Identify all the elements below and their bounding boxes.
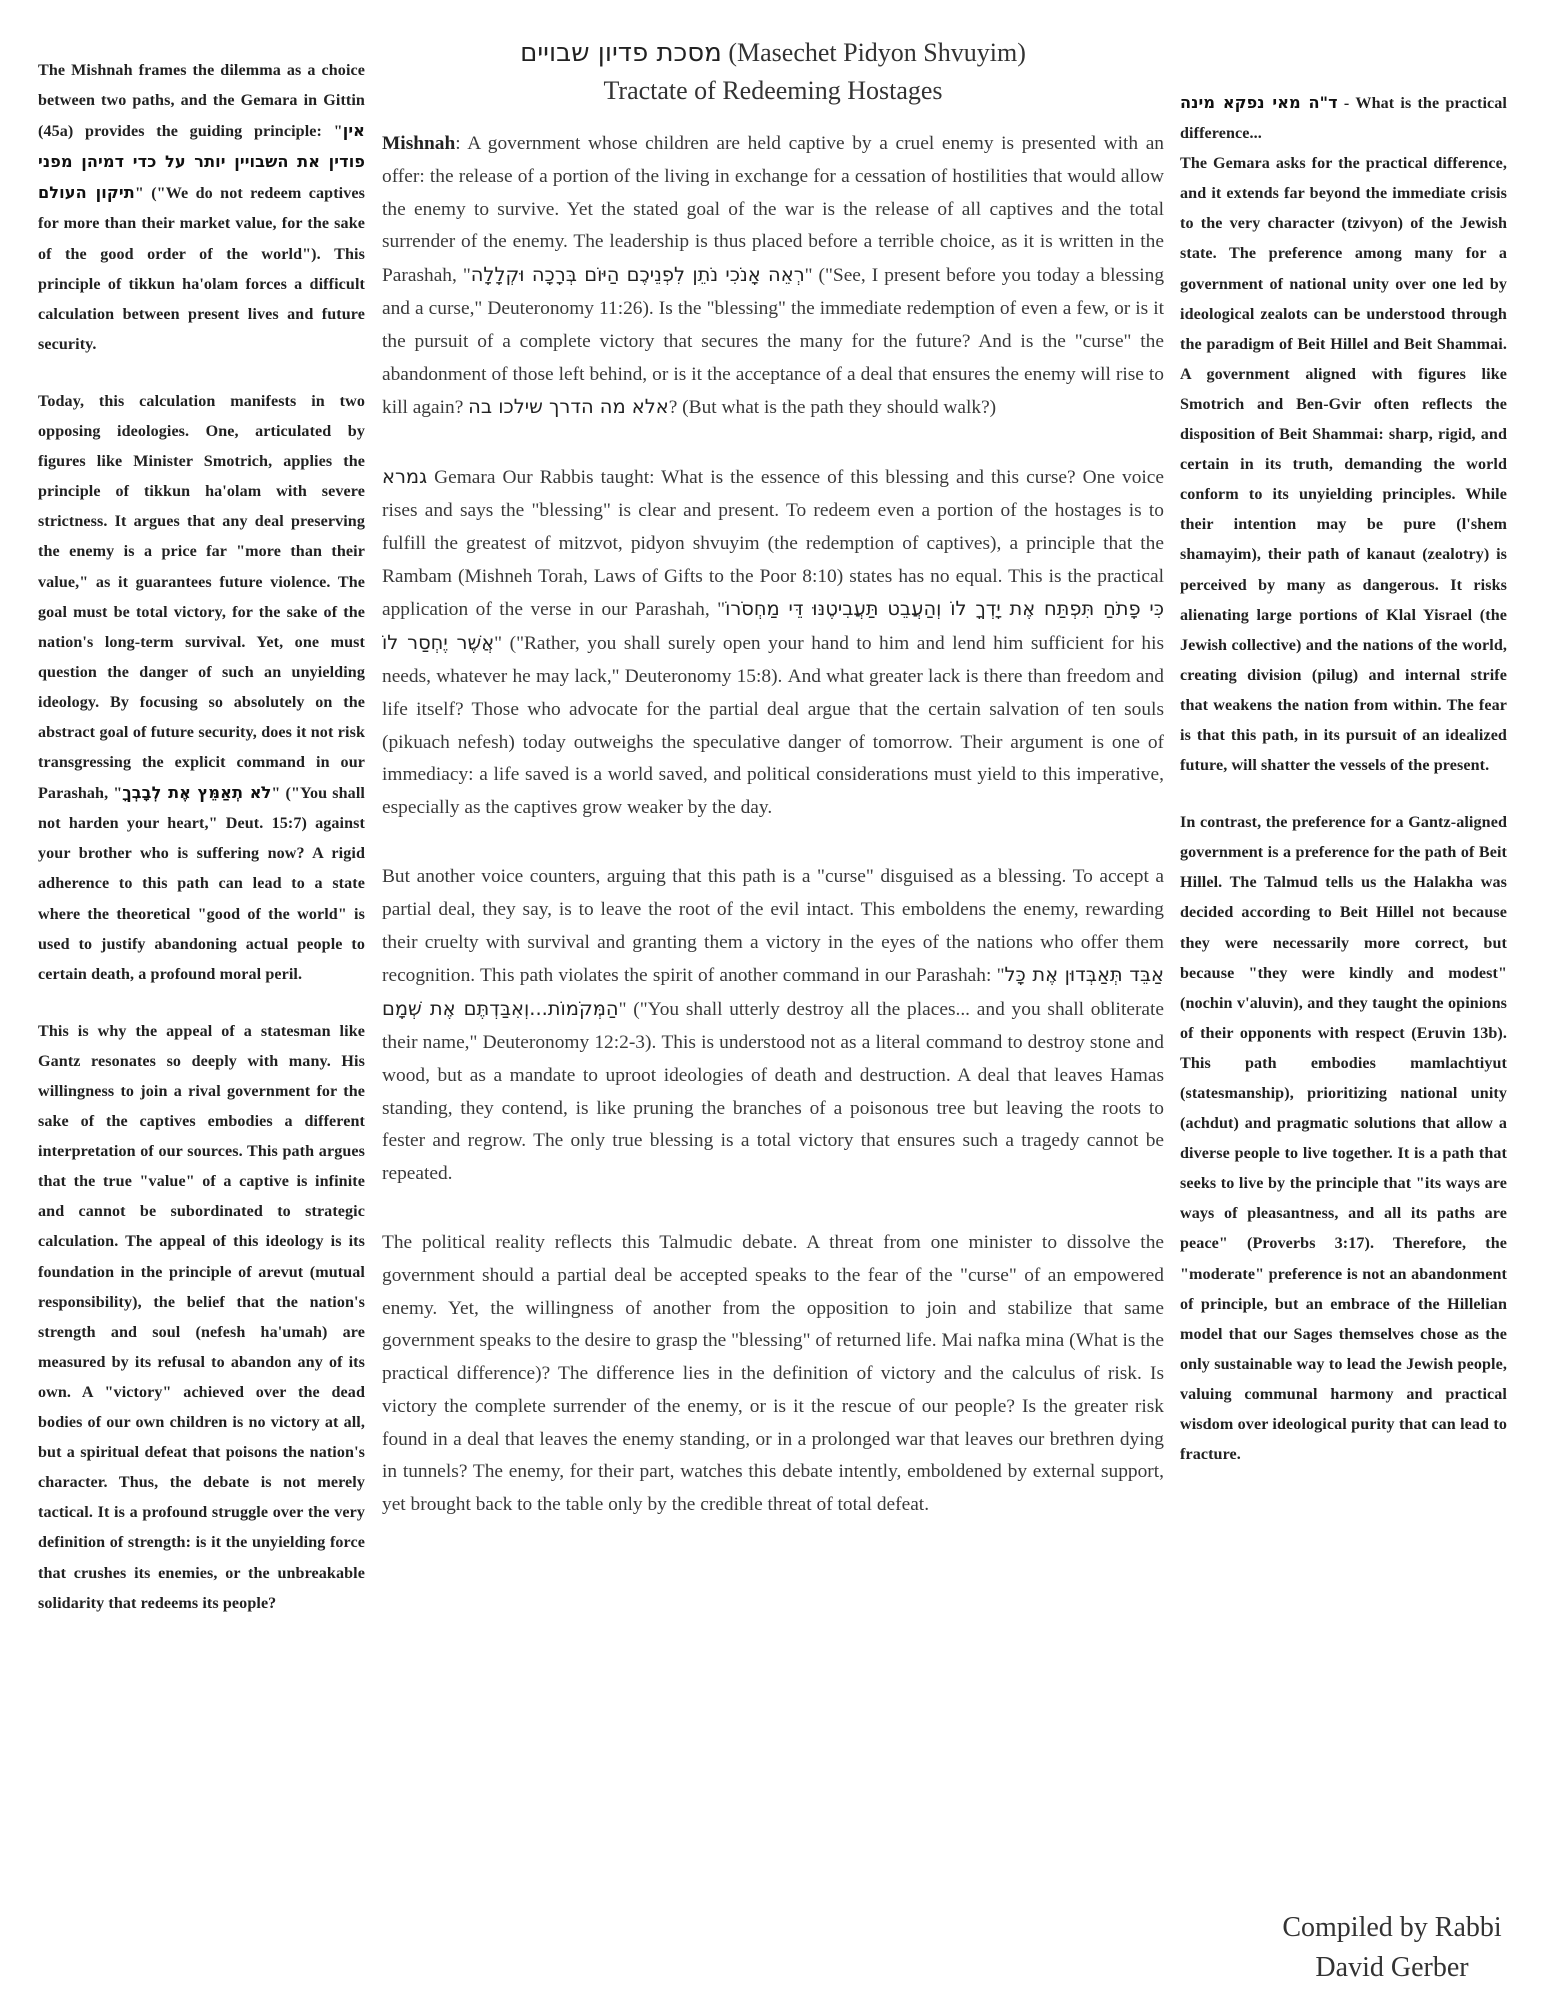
- gemara-label-hebrew: גמרא: [382, 465, 428, 489]
- political-reality-paragraph: The political reality reflects this Talmudic debate. A threat from one minister to dissolve the government should a partial deal be accepted speaks to the fear of the "curse" of an empowered enemy. Yet, the willingness of another from the opposition to join and stabilize that same government speaks to the desire to grasp the "blessing" of returned life. Mai nafka mina (What is the practical difference)? The difference lies in the definition of victory and the calculus of risk. Is victory the complete surrender of the enemy, or is it the rescue of our people? Is the greater risk found in a deal that leaves the enemy standing, or in a prolonged war that leaves our brethren dying in tunnels? The enemy, for their part, watches this debate intently, emboldened by external support, yet brought back to the table only by the credible threat of total defeat.: [382, 1231, 1164, 1516]
- hebrew-quote: רְאֵה אָנֹכִי נֹתֵן לִפְנֵיכֶם הַיּוֹם בְּרָכָה וּקְלָלָה: [470, 263, 805, 287]
- right-paragraph-1: The Gemara asks for the practical difference, and it extends far beyond the immediate crisis to the very character (tzivyon) of the Jewish state. The preference among many for a government of national unity over one led by ideological zealots can be understood through the paradigm of Beit Hillel and Beit Shammai. A government aligned with figures like Smotrich and Ben-Gvir often reflects the disposition of Beit Shammai: sharp, rigid, and certain in its truth, demanding the world conform to its unyielding principles. While their intention may be pure (l'shem shamayim), their path of kanaut (zealotry) is perceived by many as dangerous. It risks alienating large portions of Klal Yisrael (the Jewish collective) and the nations of the world, creating division (pilug) and internal strife that weakens the nation from within. The fear is that this path, in its pursuit of an idealized future, will shatter the vessels of the present.: [1180, 155, 1507, 775]
- page-subtitle: Tractate of Redeeming Hostages: [603, 76, 943, 105]
- hebrew-quote: אַבֵּד תְּאַבְּדוּן אֶת כָּל הַמְּקֹמוֹת...וְאִבַּדְתֶּם אֶת שְׁמָם: [382, 963, 1164, 1021]
- credit-line-1: Compiled by Rabbi: [1282, 1912, 1502, 1943]
- heading-hebrew: ד"ה מאי נפקא מינה: [1180, 93, 1338, 112]
- left-paragraph-3: This is why the appeal of a statesman like Gantz resonates so deeply with many. His willingness to join a rival government for the sake of the captives embodies a different interpretation of our sources. This path argues that the true "value" of a captive is infinite and cannot be subordinated to strategic calculation. The appeal of this ideology is its foundation in the principle of arevut (mutual responsibility), the belief that the nation's strength and soul (nefesh ha'umah) are measured by its refusal to abandon any of its own. A "victory" achieved over the dead bodies of our own children is no victory at all, but a spiritual defeat that poisons the nation's character. Thus, the debate is not merely tactical. It is a profound struggle over the very definition of strength: is it the unyielding force that crushes its enemies, or the unbreakable solidarity that redeems its people?: [38, 1022, 365, 1612]
- hebrew-quote: כִּי פָתֹחַ תִּפְתַּח אֶת יָדְךָ לוֹ וְהַעֲבֵט תַּעֲבִיטֶנּוּ דֵּי מַחְסֹרוֹ אֲשֶׁר יֶחְסַר לוֹ: [382, 597, 1164, 655]
- credit-line-2: David Gerber: [1315, 1952, 1469, 1983]
- compiled-by-credit: [1262, 1908, 1522, 1988]
- mishnah-paragraph: Mishnah: A government whose children are held captive by a cruel enemy is presented with an offer: the release of a portion of the living in exchange for a cessation of hostilities that would allow the enemy to survive. Yet the stated goal of the war is the release of all captives and the total surrender of the enemy. The leadership is thus placed before a terrible choice, as it is written in the Parashah, "רְאֵה אָנֹכִי נֹתֵן לִפְנֵיכֶם הַיּוֹם בְּרָכָה וּקְלָלָה" ("See, I present before you today a blessing and a curse," Deuteronomy 11:26). Is the "blessing" the immediate redemption of even a few, or is it the pursuit of a complete victory that secures the many for the future? And is the "curse" the abandonment of those left behind, or is it the acceptance of a deal that ensures the enemy will rise to kill again? אלא מה הדרך שילכו בה? (But what is the path they should walk?): [382, 133, 1165, 419]
- gemara-paragraph: גמרא Gemara Our Rabbis taught: What is the essence of this blessing and this curse? One voice rises and says the "blessing" is clear and present. To redeem even a portion of the hostages is to fulfill the greatest of mitzvot, pidyon shvuyim (the redemption of captives), a principle that the Rambam (Mishneh Torah, Laws of Gifts to the Poor 8:10) states has no equal. This is the practical application of the verse in our Parashah, "כִּי פָתֹחַ תִּפְתַּח אֶת יָדְךָ לוֹ וְהַעֲבֵט תַּעֲבִיטֶנּוּ דֵּי מַחְסֹרוֹ אֲשֶׁר יֶחְסַר לוֹ" ("Rather, you shall surely open your hand to him and lend him sufficient for his needs, whatever he may lack," Deuteronomy 15:8). And what greater lack is there than freedom and life itself? Those who advocate for the partial deal argue that the certain salvation of ten souls (pikuach nefesh) today outweighs the speculative danger of tomorrow. Their argument is one of immediacy: a life saved is a world saved, and political considerations must yield to this imperative, especially as the captives grow weaker by the day.: [382, 465, 1164, 819]
- center-column: [382, 34, 1164, 1558]
- mishnah-label: Mishnah: [382, 133, 456, 154]
- right-column: [1180, 88, 1507, 1497]
- left-paragraph-2: Today, this calculation manifests in two opposing ideologies. One, articulated by figures like Minister Smotrich, applies the principle of tikkun ha'olam with severe strictness. It argues that any deal preserving the enemy is a price far "more than their value," as it guarantees future violence. The goal must be total victory, for the sake of the nation's long-term survival. Yet, one must question the danger of such an unyielding ideology. By focusing so absolutely on the abstract goal of future security, does it not risk transgressing the explicit command in our Parashah, "לֹא תְאַמֵּץ אֶת לְבָבְךָ" ("You shall not harden your heart," Deut. 15:7) against your brother who is suffering now? A rigid adherence to this path can lead to a state where the theoretical "good of the world" is used to justify abandoning actual people to certain death, a profound moral peril.: [38, 392, 365, 983]
- page-title: [382, 34, 1164, 72]
- hebrew-quote: לֹא תְאַמֵּץ אֶת לְבָבְךָ: [122, 783, 272, 803]
- hebrew-quote: אין פודין את השבויין יותר על כדי דמיהן מפני תיקון העולם: [38, 121, 365, 203]
- title-hebrew: מסכת פדיון שבויים: [520, 38, 722, 68]
- left-paragraph-1: The Mishnah frames the dilemma as a choice between two paths, and the Gemara in Gittin (45a) provides the guiding principle: "אין פודין את השבויין יותר על כדי דמיהן מפני תיקון העולם" ("We do not redeem captives for more than their market value, for the sake of the good order of the world"). This principle of tikkun ha'olam forces a difficult calculation between present lives and future security.: [38, 62, 365, 353]
- right-paragraph-2: In contrast, the preference for a Gantz-aligned government is a preference for the path of Beit Hillel. The Talmud tells us the Halakha was decided according to Beit Hillel not because they were necessarily more correct, but because "they were kindly and modest" (nochin v'aluvin), and they taught the opinions of their opponents with respect (Eruvin 13b). This path embodies mamlachtiyut (statesmanship), prioritizing national unity (achdut) and pragmatic solutions that allow a diverse people to live together. It is a path that seeks to live by the principle that "its ways are ways of pleasantness, and all its paths are peace" (Proverbs 3:17). Therefore, the "moderate" preference is not an abandonment of principle, but an embrace of the Hillelian model that our Sages themselves chose as the only sustainable way to lead the Jewish people, valuing communal harmony and practical wisdom over ideological purity that can lead to fracture.: [1180, 814, 1507, 1464]
- title-transliteration: (Masechet Pidyon Shvuyim): [728, 38, 1026, 67]
- left-column: [38, 56, 365, 1646]
- counter-paragraph: But another voice counters, arguing that this path is a "curse" disguised as a blessing. To accept a partial deal, they say, is to leave the root of the evil intact. This emboldens the enemy, rewarding their cruelty with survival and granting them a victory in the eyes of the nations who offer them recognition. This path violates the spirit of another command in our Parashah: "אַבֵּד תְּאַבְּדוּן אֶת כָּל הַמְּקֹמוֹת...וְאִבַּדְתֶּם אֶת שְׁמָם" ("You shall utterly destroy all the places... and you shall obliterate their name," Deuteronomy 12:2-3). This is understood not as a literal command to destroy stone and wood, but as a mandate to uproot ideologies of death and destruction. A deal that leaves Hamas standing, they contend, is like pruning the branches of a poisonous tree but leaving the roots to fester and regrow. The only true blessing is a total victory that ensures such a tragedy cannot be repeated.: [382, 865, 1164, 1185]
- right-heading: ד"ה מאי נפקא מינה - What is the practical difference...: [1180, 93, 1507, 143]
- hebrew-quote: אלא מה הדרך שילכו בה: [468, 395, 669, 419]
